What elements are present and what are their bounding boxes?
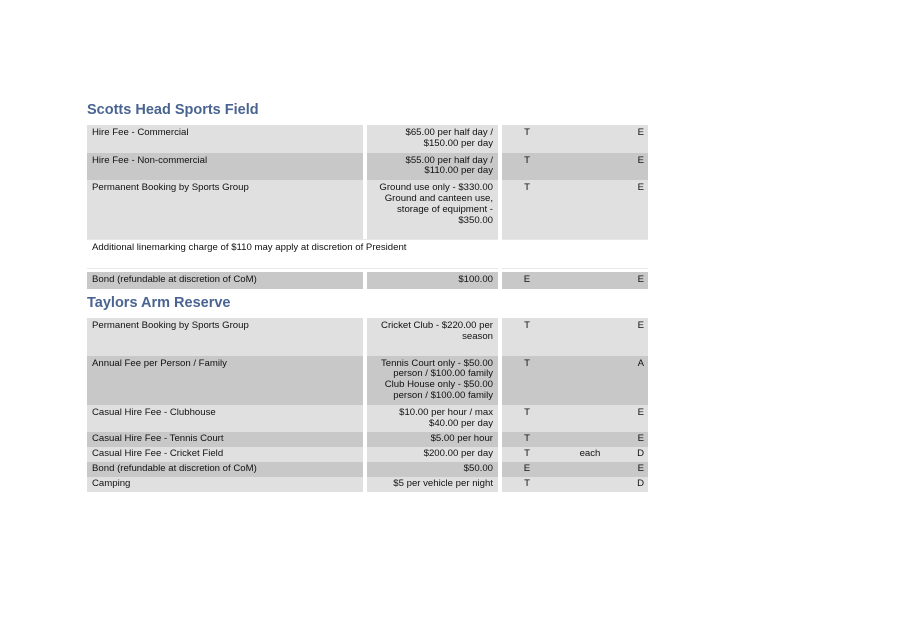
- fee-amount: $10.00 per hour / max $40.00 per day: [367, 405, 498, 433]
- fee-amount: $5 per vehicle per night: [367, 477, 498, 492]
- fee-category: E: [637, 406, 644, 418]
- fee-table-scotts-head: [87, 125, 648, 289]
- fee-codes: [502, 125, 648, 153]
- fee-description: Camping: [87, 477, 363, 492]
- fee-description: Hire Fee - Commercial: [87, 125, 363, 153]
- fee-description: Annual Fee per Person / Family: [87, 356, 363, 405]
- gst-code: E: [523, 274, 531, 286]
- fee-category: D: [637, 448, 644, 460]
- fee-amount: $200.00 per day: [367, 447, 498, 462]
- gst-code: T: [524, 127, 530, 138]
- fee-category: E: [637, 462, 644, 474]
- fee-qualifier: each: [579, 448, 601, 460]
- fee-description: Permanent Booking by Sports Group: [87, 180, 363, 239]
- fee-codes: [502, 432, 648, 447]
- table-row: [87, 462, 648, 477]
- fee-codes: [502, 462, 648, 477]
- fee-amount: Tennis Court only - $50.00 person / $100.00 family Club House only - $50.00 person / $100.00 family: [367, 356, 498, 405]
- fee-codes: [502, 405, 648, 433]
- fee-codes: [502, 477, 648, 492]
- table-row: [87, 180, 648, 239]
- fee-amount: $55.00 per half day / $110.00 per day: [367, 153, 498, 181]
- fee-qualifier: [552, 434, 628, 445]
- fee-category: E: [637, 127, 644, 138]
- fee-description: Permanent Booking by Sports Group: [87, 318, 363, 356]
- fee-codes: [502, 318, 648, 356]
- gst-code: T: [524, 448, 530, 460]
- gst-code: E: [523, 462, 531, 474]
- fee-note: Additional linemarking charge of $110 may apply at discretion of President: [87, 239, 498, 269]
- fee-amount: $100.00: [367, 272, 498, 289]
- fee-amount: $5.00 per hour: [367, 432, 498, 447]
- table-row: [87, 477, 648, 492]
- fee-description: Casual Hire Fee - Clubhouse: [87, 405, 363, 433]
- fee-qualifier: [552, 275, 628, 286]
- fee-qualifier: [552, 359, 628, 402]
- fee-category: D: [637, 477, 644, 489]
- fee-description: Bond (refundable at discretion of CoM): [87, 462, 363, 477]
- table-row: [87, 153, 648, 181]
- table-row: [87, 447, 648, 462]
- table-row: [87, 356, 648, 405]
- section-title-scotts-head: Scotts Head Sports Field: [87, 102, 259, 118]
- fee-codes: [502, 180, 648, 239]
- fee-codes: [502, 356, 648, 405]
- fee-codes: [502, 272, 648, 289]
- gst-code: T: [524, 182, 530, 194]
- section-title-taylors-arm: Taylors Arm Reserve: [87, 295, 231, 311]
- table-row: [87, 432, 648, 447]
- fee-amount: Ground use only - $330.00 Ground and canteen use, storage of equipment - $350.00: [367, 180, 498, 239]
- fee-amount: $50.00: [367, 462, 498, 477]
- fee-qualifier: [552, 156, 628, 178]
- gst-code: T: [524, 320, 530, 331]
- table-row: [87, 272, 648, 289]
- gst-code: T: [524, 406, 530, 418]
- gst-code: T: [524, 154, 530, 166]
- gst-code: T: [524, 477, 530, 489]
- fee-amount: $65.00 per half day / $150.00 per day: [367, 125, 498, 153]
- fee-category: E: [637, 320, 644, 331]
- table-row: [87, 125, 648, 153]
- fee-category: E: [637, 274, 644, 286]
- gst-code: T: [524, 357, 530, 369]
- table-row: [87, 318, 648, 356]
- fee-codes: [502, 153, 648, 181]
- fee-qualifier: [552, 183, 628, 236]
- fee-qualifier: [552, 479, 628, 490]
- fee-codes: [502, 447, 648, 462]
- table-row: [87, 405, 648, 433]
- fee-codes: [502, 239, 648, 269]
- fee-qualifier: [552, 128, 628, 150]
- fee-category: A: [637, 357, 644, 369]
- fee-description: Hire Fee - Non-commercial: [87, 153, 363, 181]
- fee-category: E: [637, 154, 644, 166]
- fee-description: Casual Hire Fee - Tennis Court: [87, 432, 363, 447]
- gst-code: T: [524, 433, 530, 445]
- fee-qualifier: [552, 408, 628, 430]
- fee-category: E: [637, 182, 644, 194]
- fee-amount: Cricket Club - $220.00 per season: [367, 318, 498, 356]
- fee-description: Casual Hire Fee - Cricket Field: [87, 447, 363, 462]
- fee-qualifier: [552, 321, 628, 353]
- fee-qualifier: [552, 464, 628, 475]
- fee-category: E: [637, 433, 644, 445]
- fee-description: Bond (refundable at discretion of CoM): [87, 272, 363, 289]
- table-row-note: [87, 239, 648, 269]
- fee-table-taylors-arm: [87, 318, 648, 492]
